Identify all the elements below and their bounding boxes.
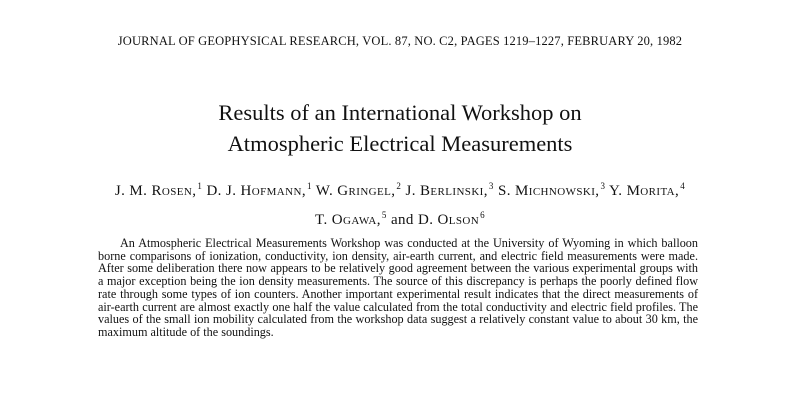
author-initials: J. M.	[114, 183, 148, 199]
abstract	[98, 237, 698, 339]
author-name: Y. Morita,$^4$	[608, 181, 686, 199]
title-line-2: Atmospheric Electrical Measurements	[227, 131, 573, 156]
title-line-1: Results of an International Workshop on	[218, 100, 582, 125]
abstract-text: An Atmospheric Electrical Measurements Workshop was conducted at the University of Wyoming in which balloon borne comparisons of ionization, conductivity, ion density, air-earth current, and electric field measurements were made. After some deliberation there now appears to be relatively good agreement between the various experimental groups with a major exception being the ion density measurements. The source of this discrepancy is perhaps the poorly defined flow rate through some types of ion counters. Another important experimental result indicates that the direct measurements of air-earth current are almost exactly one half the value calculated from the total conductivity and electric field profiles. The values of the small ion mobility calculated from the workshop data suggest a relatively constant value to about 30 km, the maximum altitude of the soundings.	[98, 236, 698, 339]
author-line-1	[0, 174, 800, 203]
author-name: W. Gringel,$^2$	[315, 181, 402, 199]
author-name: S. Michnowski,$^3$	[497, 181, 606, 199]
author-surname: Olson	[437, 212, 480, 228]
author-name: D. J. Hofmann,$^1$	[206, 181, 312, 199]
author-initials: W.	[315, 183, 334, 199]
author-name: J. Berlinski,$^3$	[405, 181, 494, 199]
author-name	[418, 212, 485, 228]
author-initials: S.	[497, 183, 511, 199]
affiliation-marker: 4	[680, 181, 686, 191]
affiliation-marker: 3	[600, 181, 606, 191]
affiliation-marker: 2	[396, 181, 402, 191]
author-surname: Ogawa	[331, 212, 377, 228]
author-initials: T.	[315, 212, 328, 228]
author-surname: Morita	[626, 183, 676, 199]
author-line-2	[0, 203, 800, 232]
author-conjunction: and	[390, 212, 414, 228]
author-initials: J.	[405, 183, 416, 199]
author-surname: Hofmann	[240, 183, 302, 199]
author-initials: D. J.	[206, 183, 237, 199]
author-surname: Rosen	[151, 183, 193, 199]
author-name: J. M. Rosen,$^1$	[114, 181, 203, 199]
affiliation-marker: 1	[197, 181, 203, 191]
author-surname: Michnowski	[515, 183, 596, 199]
author-surname: Berlinski	[420, 183, 484, 199]
affiliation-marker: 6	[480, 210, 485, 220]
paper-title	[0, 97, 800, 159]
author-list	[0, 174, 800, 232]
journal-header: JOURNAL OF GEOPHYSICAL RESEARCH, VOL. 87, NO. C2, PAGES 1219–1227, FEBRUARY 20, 1982	[117, 34, 683, 48]
author-initials: D.	[417, 212, 434, 228]
author-name: T. Ogawa,$^5$	[315, 210, 387, 228]
affiliation-marker: 1	[306, 181, 312, 191]
author-initials: Y.	[608, 183, 623, 199]
affiliation-marker: 3	[488, 181, 494, 191]
author-surname: Gringel	[337, 183, 392, 199]
affiliation-marker: 5	[381, 210, 387, 220]
